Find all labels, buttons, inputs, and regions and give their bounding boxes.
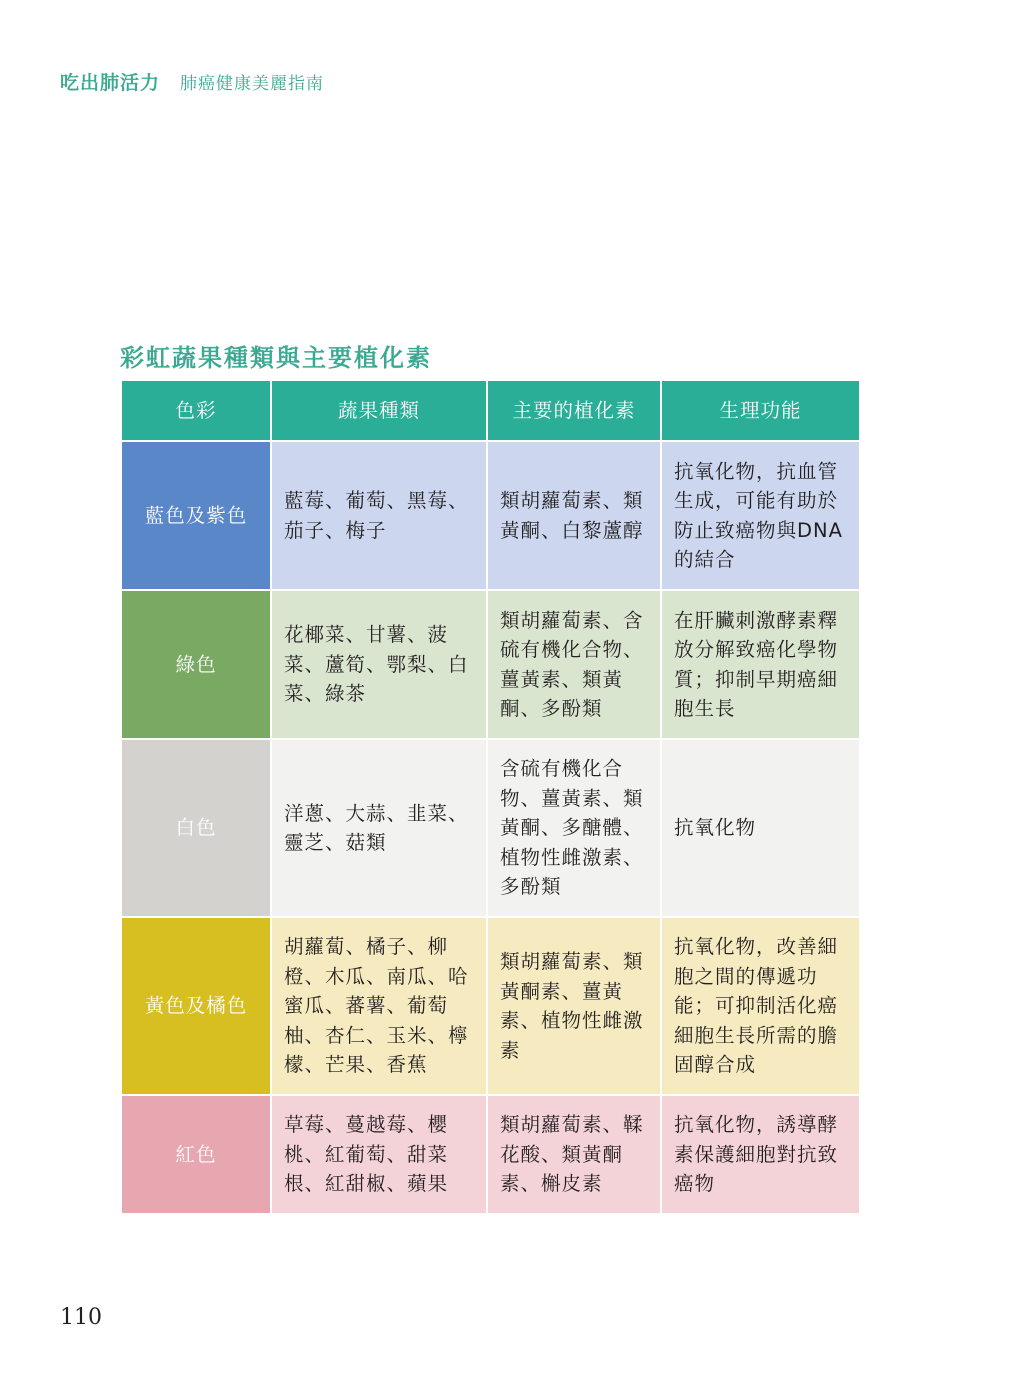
produce-cell: 花椰菜、甘薯、菠菜、蘆筍、鄂梨、白菜、綠茶 — [271, 590, 487, 739]
table-row — [121, 441, 860, 590]
table-row — [121, 739, 860, 917]
produce-cell: 胡蘿蔔、橘子、柳橙、木瓜、南瓜、哈蜜瓜、蕃薯、葡萄柚、杏仁、玉米、檸檬、芒果、香蕉 — [271, 917, 487, 1095]
column-header-color: 色彩 — [121, 380, 271, 441]
produce-cell: 草莓、蔓越莓、櫻桃、紅葡萄、甜菜根、紅甜椒、蘋果 — [271, 1095, 487, 1214]
table-title: 彩虹蔬果種類與主要植化素 — [120, 344, 432, 372]
color-cell: 白色 — [121, 739, 271, 917]
running-header — [60, 68, 324, 95]
phytochemical-table — [120, 379, 861, 1215]
column-header-phytochemicals: 主要的植化素 — [487, 380, 661, 441]
produce-cell: 洋蔥、大蒜、韭菜、靈芝、菇類 — [271, 739, 487, 917]
phytochemicals-cell: 類胡蘿蔔素、類黃酮、白黎蘆醇 — [487, 441, 661, 590]
page-number: 110 — [60, 1305, 102, 1330]
color-cell: 藍色及紫色 — [121, 441, 271, 590]
function-cell: 抗氧化物，誘導酵素保護細胞對抗致癌物 — [661, 1095, 860, 1214]
table-row — [121, 917, 860, 1095]
function-cell: 抗氧化物，抗血管生成，可能有助於防止致癌物與DNA的結合 — [661, 441, 860, 590]
function-cell: 抗氧化物，改善細胞之間的傳遞功能；可抑制活化癌細胞生長所需的膽固醇合成 — [661, 917, 860, 1095]
column-header-function: 生理功能 — [661, 380, 860, 441]
column-header-produce: 蔬果種類 — [271, 380, 487, 441]
phytochemicals-cell: 類胡蘿蔔素、類黃酮素、薑黃素、植物性雌激素 — [487, 917, 661, 1095]
book-subtitle: 肺癌健康美麗指南 — [180, 74, 325, 94]
table-row — [121, 590, 860, 739]
table-row — [121, 1095, 860, 1214]
color-cell: 綠色 — [121, 590, 271, 739]
phytochemicals-cell: 類胡蘿蔔素、含硫有機化合物、薑黃素、類黃酮、多酚類 — [487, 590, 661, 739]
table-header-row — [121, 380, 860, 441]
phytochemicals-cell: 含硫有機化合物、薑黃素、類黃酮、多醣體、植物性雌激素、多酚類 — [487, 739, 661, 917]
phytochemicals-cell: 類胡蘿蔔素、鞣花酸、類黃酮素、槲皮素 — [487, 1095, 661, 1214]
color-cell: 紅色 — [121, 1095, 271, 1214]
produce-cell: 藍莓、葡萄、黑莓、茄子、梅子 — [271, 441, 487, 590]
function-cell: 抗氧化物 — [661, 739, 860, 917]
color-cell: 黃色及橘色 — [121, 917, 271, 1095]
book-title: 吃出肺活力 — [60, 72, 161, 94]
function-cell: 在肝臟刺激酵素釋放分解致癌化學物質；抑制早期癌細胞生長 — [661, 590, 860, 739]
